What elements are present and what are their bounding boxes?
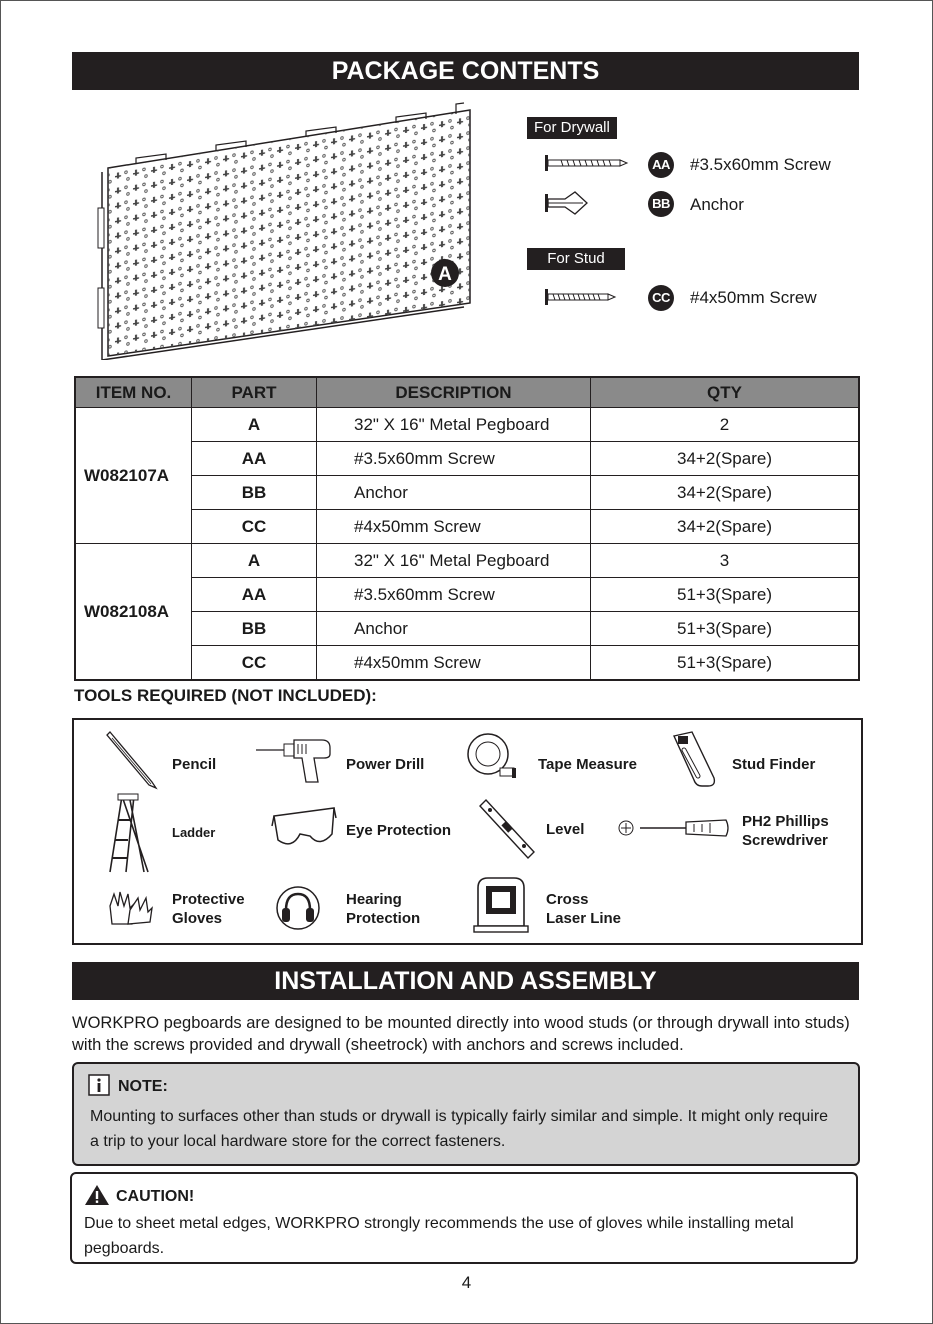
ear-muffs-icon (274, 884, 322, 932)
warning-icon (84, 1184, 110, 1206)
for-stud-tag: For Stud (527, 248, 625, 270)
table-row (75, 544, 859, 578)
package-contents-banner: PACKAGE CONTENTS (72, 52, 859, 90)
tool-label-screwdriver (742, 812, 829, 850)
part-quantity: 51+3(Spare) (591, 612, 860, 646)
part-description: 32" X 16" Metal Pegboard (317, 544, 591, 578)
item-number: W082108A (75, 544, 192, 681)
header-qty: QTY (591, 377, 860, 408)
item-number: W082107A (75, 408, 192, 544)
hardware-code-bb: BB (648, 191, 674, 217)
tool-label-line: Hearing (346, 891, 402, 908)
part-description: Anchor (317, 476, 591, 510)
part-code: BB (192, 476, 317, 510)
info-icon (88, 1074, 110, 1096)
part-code: AA (192, 578, 317, 612)
part-description: #4x50mm Screw (317, 646, 591, 681)
table-row (75, 476, 859, 510)
note-box (72, 1062, 860, 1166)
tool-label-level: Level (546, 821, 585, 838)
tool-label-line: Laser Line (546, 910, 622, 927)
tool-label-tape-measure: Tape Measure (538, 756, 637, 773)
tool-label-line: Gloves (172, 910, 223, 927)
table-row (75, 612, 859, 646)
tool-label-ladder: Ladder (172, 825, 216, 840)
tool-label-line: Screwdriver (742, 832, 828, 849)
installation-intro: WORKPRO pegboards are designed to be mounted directly into wood studs (or through drywall into studs) with the screws provided and drywall (sheetrock) with anchors and screws included. (72, 1014, 850, 1054)
tools-required-title: TOOLS REQUIRED (NOT INCLUDED): (74, 686, 377, 705)
tools-panel (72, 718, 863, 945)
table-row (75, 510, 859, 544)
table-row (75, 408, 859, 442)
tool-label-line: PH2 Phillips (742, 813, 829, 830)
part-quantity: 3 (591, 544, 860, 578)
part-quantity: 34+2(Spare) (591, 442, 860, 476)
header-description: DESCRIPTION (317, 377, 591, 408)
ladder-icon (104, 792, 156, 876)
caution-text: Due to sheet metal edges, WORKPRO strongly recommends the use of gloves while installing metal pegboards. (84, 1215, 794, 1257)
table-header-row (75, 377, 859, 408)
hardware-code-aa: AA (648, 152, 674, 178)
for-drywall-tag: For Drywall (527, 117, 617, 139)
caution-heading: CAUTION! (116, 1188, 195, 1205)
part-description: #3.5x60mm Screw (317, 578, 591, 612)
part-description: Anchor (317, 612, 591, 646)
part-code: CC (192, 646, 317, 681)
level-icon (476, 798, 538, 862)
tool-label-gloves (172, 890, 245, 928)
hardware-label-cc: #4x50mm Screw (690, 288, 817, 307)
table-row (75, 578, 859, 612)
table-row (75, 442, 859, 476)
screwdriver-icon (616, 816, 732, 840)
part-code: A (192, 408, 317, 442)
part-quantity: 51+3(Spare) (591, 646, 860, 681)
part-quantity: 51+3(Spare) (591, 578, 860, 612)
parts-table (74, 376, 860, 681)
tool-label-laser (546, 890, 621, 928)
stud-finder-icon (664, 728, 724, 790)
caution-box (70, 1172, 858, 1264)
tape-measure-icon (464, 730, 524, 780)
tool-label-line: Protective (172, 891, 245, 908)
part-description: #4x50mm Screw (317, 510, 591, 544)
laser-level-icon (470, 874, 532, 936)
table-row (75, 646, 859, 681)
page-number: 4 (461, 1273, 472, 1292)
tool-label-line: Protection (346, 910, 421, 927)
safety-glasses-icon (270, 804, 338, 852)
hardware-code-cc: CC (648, 285, 674, 311)
header-part: PART (192, 377, 317, 408)
note-heading: NOTE: (118, 1078, 168, 1095)
note-text: Mounting to surfaces other than studs or drywall is typically fairly similar and simple. It might only require a trip to your local hardware store for the correct fasteners. (90, 1108, 829, 1150)
pegboard-part-label: A (438, 264, 452, 285)
screw-icon (543, 153, 629, 173)
tool-label-power-drill: Power Drill (346, 756, 425, 773)
installation-banner: INSTALLATION AND ASSEMBLY (72, 962, 859, 1000)
part-code: AA (192, 442, 317, 476)
part-code: BB (192, 612, 317, 646)
tool-label-pencil: Pencil (172, 756, 217, 773)
tool-label-eye-protection: Eye Protection (346, 822, 452, 839)
pencil-icon (102, 728, 162, 790)
tool-label-line: Cross (546, 891, 589, 908)
part-code: CC (192, 510, 317, 544)
anchor-icon (543, 190, 589, 216)
screw-icon (543, 287, 617, 307)
hardware-label-aa: #3.5x60mm Screw (690, 155, 831, 174)
power-drill-icon (254, 736, 334, 786)
tool-label-hearing (346, 890, 420, 928)
part-description: #3.5x60mm Screw (317, 442, 591, 476)
part-quantity: 2 (591, 408, 860, 442)
hardware-label-bb: Anchor (690, 195, 744, 214)
part-quantity: 34+2(Spare) (591, 476, 860, 510)
tool-label-stud-finder: Stud Finder (732, 756, 816, 773)
pegboard-illustration (96, 98, 476, 360)
gloves-icon (106, 888, 156, 928)
header-item-no: ITEM NO. (75, 377, 192, 408)
part-quantity: 34+2(Spare) (591, 510, 860, 544)
part-code: A (192, 544, 317, 578)
part-description: 32" X 16" Metal Pegboard (317, 408, 591, 442)
